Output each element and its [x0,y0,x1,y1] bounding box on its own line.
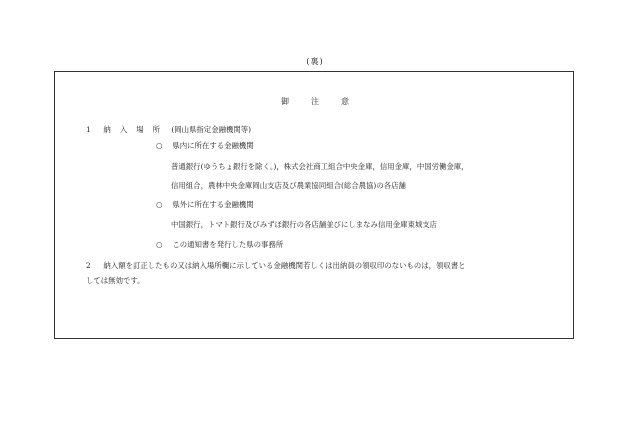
section1-item-2 [156,200,254,210]
section1-header [86,125,251,135]
section1-item-1-label: 県内に所在する金融機関 [172,141,254,150]
section1-item-3 [156,240,283,250]
section1-item-1 [156,141,254,151]
section1-item-1-line-1: 普通銀行(ゆうちょ銀行を除く。)，株式会社商工組合中央金庫，信用金庫，中国労働金庫， [171,162,469,171]
section2-text-1: 納入額を訂正したもの又は納入場所欄に示している金融機関若しくは出納員の領収印のないものは，領収書と [103,261,466,270]
section1-number: 1 [86,125,91,134]
section2-line-1 [86,261,466,271]
circle-bullet-icon: ○ [156,240,163,249]
section2-line-2: しては無効です。 [86,276,145,285]
notice-frame [54,71,574,339]
notice-heading: 御注意 [281,97,371,106]
section1-item-2-line-1: 中国銀行，トマト銀行及びみずほ銀行の各店舗並びにしまなみ信用金庫東城支店 [171,220,438,229]
circle-bullet-icon: ○ [156,141,163,150]
section1-item-3-label: この通知書を発行した県の事務所 [172,240,284,249]
page-side-label: (裏) [306,57,324,66]
section1-item-2-label: 県外に所在する金融機関 [172,200,254,209]
section2-number: 2 [86,261,91,270]
section1-note: (岡山県指定金融機関等) [171,125,252,134]
section1-item-1-line-2: 信用組合，農林中央金庫岡山支店及び農業協同組合(総合農協)の各店舗 [171,181,406,190]
section1-title: 納入場所 [103,125,169,134]
circle-bullet-icon: ○ [156,200,163,209]
